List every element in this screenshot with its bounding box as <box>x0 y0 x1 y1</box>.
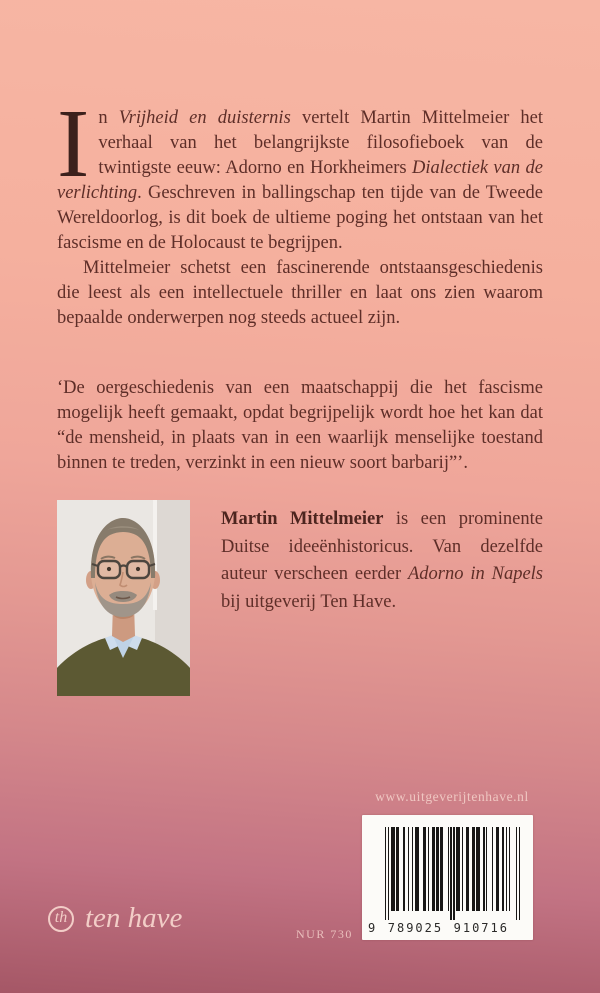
publisher-website-url: www.uitgeverijtenhave.nl <box>375 789 529 804</box>
publisher-logo <box>48 904 182 933</box>
publisher-monogram-icon: th <box>48 906 74 932</box>
synopsis-section <box>57 90 544 331</box>
author-photo-frame <box>57 500 190 696</box>
isbn-digit-group: 789025 <box>387 921 444 935</box>
author-portrait-photo <box>57 500 190 696</box>
author-section <box>57 500 543 696</box>
author-bio-text: Martin Mittelmeier is een prominente Duitse ideeënhistoricus. Van dezelfde auteur verscheen eerder Adorno in Napels bij uitgeverij Ten Have. <box>221 509 543 612</box>
isbn-digit-group: 9 <box>368 921 378 935</box>
publisher-name: ten have <box>85 902 183 934</box>
nur-code: NUR 730 <box>296 927 353 941</box>
isbn-barcode <box>362 815 533 940</box>
isbn-digit-group: 910716 <box>453 921 509 935</box>
synopsis-paragraph-2: Mittelmeier schetst een fascinerende ontstaansgeschiedenis die leest als een intellectuele thriller en laat ons zien waarom bepaalde onderwerpen nog steeds actueel zijn. <box>57 258 543 328</box>
barcode-bars <box>385 827 520 920</box>
isbn-number <box>368 921 509 935</box>
quote-section <box>57 376 543 476</box>
quote-paragraph: ‘De oergeschiedenis van een maatschappij die het fascisme mogelijk heeft gemaakt, opdat begrijpelijk wordt hoe het kan dat “de mensheid, in plaats van in een waarlijk menselijke toestand binnen te treden, verzinkt in een nieuw soort barbarij”’. <box>57 378 543 473</box>
synopsis-paragraph-1: In Vrijheid en duisternis vertelt Martin Mittelmeier het verhaal van het belangrijkste filosofieboek van de twintigste eeuw: Adorno en Horkheimers Dialectiek van de verlichting. Geschreven in ballingschap ten tijde van de Tweede Wereldoorlog, is dit boek de ultieme poging het ontstaan van het fascisme en de Holocaust te begrijpen. <box>57 90 544 253</box>
drop-cap: I <box>57 90 90 197</box>
